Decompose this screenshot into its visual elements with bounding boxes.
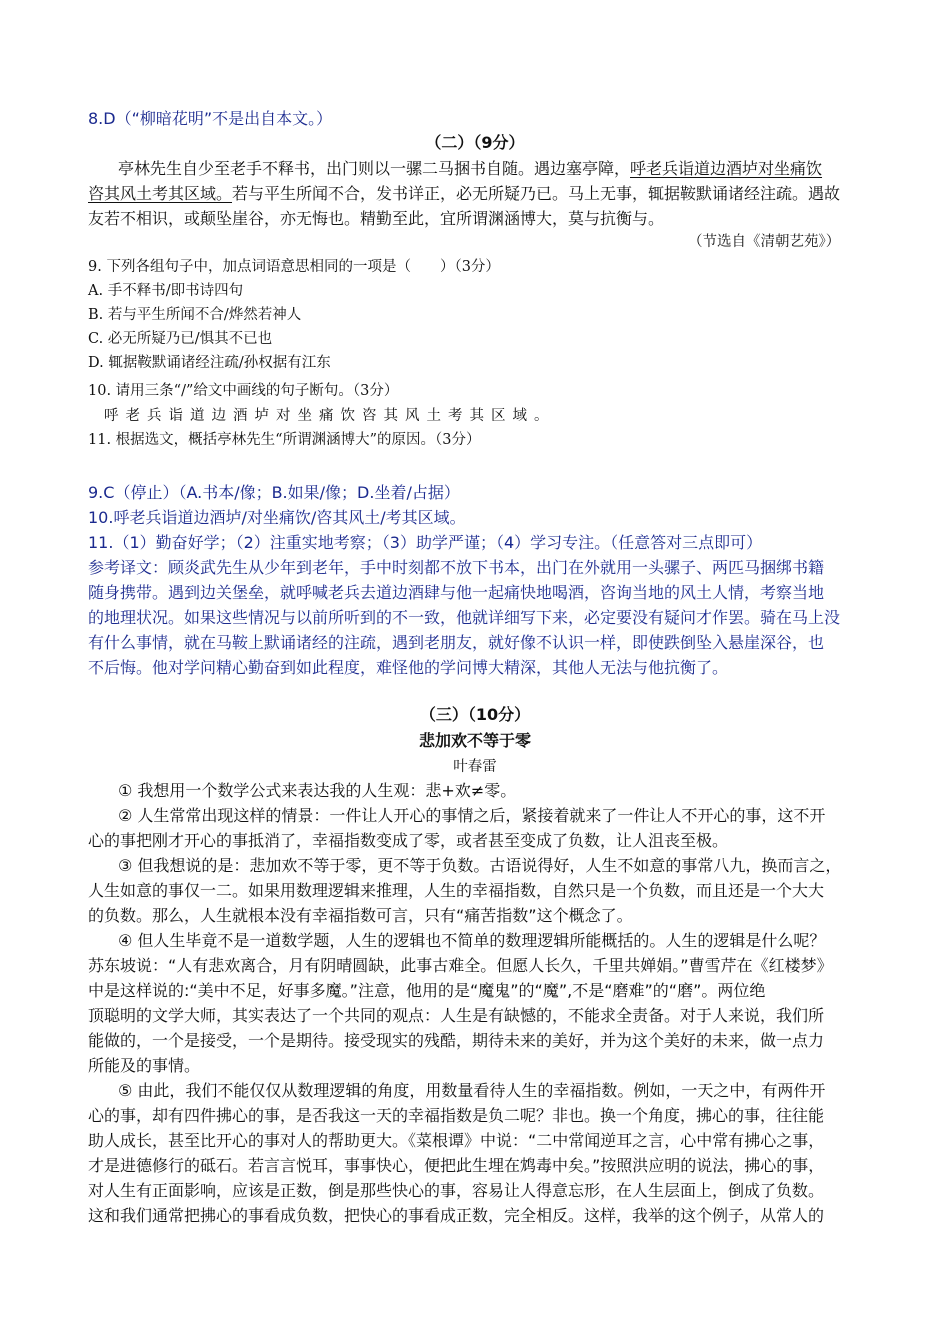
q9-option-a: A. 手不释书/即书诗四句 (88, 283, 244, 299)
translation-line: 有什么事情，就在马鞍上默诵诸经的注疏，遇到老朋友，就好像不认识一样，即使跌倒坠入悬崖深谷，也 (88, 633, 825, 652)
question-11: 11. 根据选文，概括亭林先生“所谓渊涵博大”的原因。（3分） (88, 432, 481, 448)
essay-title: 悲加欢不等于零 (418, 731, 531, 750)
essay-line: ④ 但人生毕竟不是一道数学题，人生的逻辑也不简单的数理逻辑所能概括的。人生的逻辑是什么呢？ (118, 931, 826, 950)
translation-line: 的地理状况。如果这些情况与以前所听到的不一致，他就详细写下来，必定要没有疑问才作罢。骑在马上没 (88, 608, 841, 627)
passage-line-2: 咨其风土考其区域。若与平生所闻不合，发书详正，必无所疑乃已。马上无事，辄据鞍默诵诸经注疏。遇故 (88, 184, 841, 203)
essay-line: 中是这样说的:“美中不足，好事多魔。”注意，他用的是“魔鬼”的“魔”,不是“磨难”的“磨”。两位绝 (88, 981, 766, 1000)
underlined-sentence-part-1: 呼老兵诣道边酒垆对坐痛饮 (630, 159, 823, 178)
q10-sentence: 呼老兵诣道边酒垆对坐痛饮咨其风土考其区域。 (104, 408, 556, 424)
essay-line: 所能及的事情。 (88, 1056, 201, 1075)
q9-option-c: C. 必无所疑乃已/惧其不已也 (88, 331, 273, 347)
essay-line: 顶聪明的文学大师，其实表达了一个共同的观点：人生是有缺憾的，不能求全责备。对于人来说，我们所 (88, 1006, 825, 1025)
essay-line: 苏东坡说：“人有悲欢离合，月有阴晴圆缺，此事古难全。但愿人长久，千里共婵娟。”曹雪芹在《红楼梦》 (88, 956, 833, 975)
essay-line: ⑤ 由此，我们不能仅仅从数理逻辑的角度，用数量看待人生的幸福指数。例如，一天之中，有两件开 (118, 1081, 826, 1100)
essay-line: 对人生有正面影响，应该是正数，倒是那些快心的事，容易让人得意忘形，在人生层面上，倒成了负数。 (88, 1181, 825, 1200)
q9-option-b: B. 若与平生所闻不合/烨然若神人 (88, 307, 302, 323)
passage-line-1: 亭林先生自少至老手不释书，出门则以一骡二马捆书自随。遇边塞亭障，呼老兵诣道边酒垆对坐痛饮 (118, 159, 823, 178)
question-9: 9. 下列各组句子中，加点词语意思相同的一项是（ ）（3分） (88, 259, 500, 275)
answer-10: 10.呼老兵诣道边酒垆/对坐痛饮/咨其风土/考其区域。 (88, 508, 466, 527)
question-10: 10. 请用三条“/”给文中画线的句子断句。（3分） (88, 383, 399, 399)
essay-line: ① 我想用一个数学公式来表达我的人生观：悲+欢≠零。 (118, 781, 517, 800)
essay-line: 助人成长，甚至比开心的事对人的帮助更大。《菜根谭》中说：“二中常闻逆耳之言，心中常有拂心之事， (88, 1131, 825, 1150)
answer-11: 11.（1）勤奋好学；（2）注重实地考察；（3）助学严谨；（4）学习专注。（任意答对三点即可） (88, 533, 763, 552)
translation-line: 随身携带。遇到边关堡垒，就呼喊老兵去道边酒肆与他一起痛快地喝酒，咨询当地的风土人情，考察当地 (88, 583, 825, 602)
answer-9: 9.C（停止）（A.书本/像；B.如果/像；D.坐着/占据） (88, 483, 460, 502)
passage-line-3: 友若不相识，或颠坠崖谷，亦无悔也。精勤至此，宜所谓渊涵博大，莫与抗衡与。 (88, 209, 665, 228)
translation-line: 参考译文：顾炎武先生从少年到老年，手中时刻都不放下书本，出门在外就用一头骡子、两匹马捆绑书籍 (88, 558, 825, 577)
translation-line: 不后悔。他对学问精心勤奋到如此程度，难怪他的学问博大精深，其他人无法与他抗衡了。 (88, 658, 729, 677)
essay-line: ② 人生常常出现这样的情景：一件让人开心的事情之后，紧接着就来了一件让人不开心的事，这不开 (118, 806, 826, 825)
essay-line: 这和我们通常把拂心的事看成负数，把快心的事看成正数，完全相反。这样，我举的这个例子，从常人的 (88, 1206, 825, 1225)
essay-line: 的负数。那么，人生就根本没有幸福指数可言，只有“痛苦指数”这个概念了。 (88, 906, 633, 925)
q9-option-d: D. 辄据鞍默诵诸经注疏/孙权据有江东 (88, 355, 331, 371)
essay-line: ③ 但我想说的是：悲加欢不等于零，更不等于负数。古语说得好，人生不如意的事常八九，换而言之， (118, 856, 842, 875)
passage-source: （节选自《清朝艺苑》） (688, 234, 841, 250)
essay-line: 能做的，一个是接受，一个是期待。接受现实的残酷，期待未来的美好，并为这个美好的未来，做一点力 (88, 1031, 825, 1050)
section-3-heading: （三）（10分） (419, 705, 531, 724)
answer-8: 8.D（“柳暗花明”不是出自本文。） (88, 109, 333, 128)
essay-line: 人生如意的事仅一二。如果用数理逻辑来推理，人生的幸福指数，自然只是一个负数，而且还是一个大大 (88, 881, 825, 900)
essay-line: 才是进德修行的砥石。若言言悦耳，事事快心，便把此生埋在鸩毒中矣。”按照洪应明的说法，拂心的事， (88, 1156, 825, 1175)
section-2-heading: （二）（9分） (425, 133, 525, 152)
underlined-sentence-part-2: 咨其风土考其区域。 (88, 184, 233, 203)
essay-author: 叶春雷 (453, 759, 497, 775)
essay-line: 心的事把刚才开心的事抵消了，幸福指数变成了零，或者甚至变成了负数，让人沮丧至极。 (88, 831, 729, 850)
essay-line: 心的事，却有四件拂心的事，是否我这一天的幸福指数是负二呢？非也。换一个角度，拂心的事，往往能 (88, 1106, 825, 1125)
